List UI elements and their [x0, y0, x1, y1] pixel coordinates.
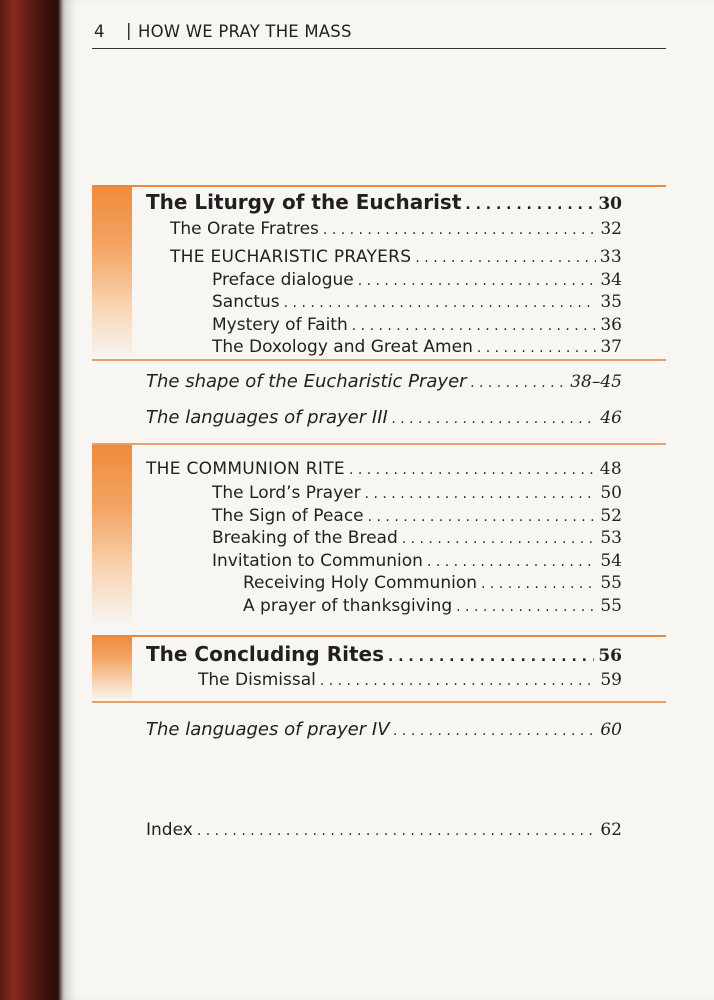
- toc-entry[interactable]: [146, 642, 622, 666]
- leader-dots: [365, 486, 597, 502]
- toc-entry-page: 56: [598, 646, 622, 666]
- toc-entry-page: 36: [600, 315, 622, 335]
- toc-entry[interactable]: [146, 190, 622, 214]
- toc-entry-label: Sanctus: [212, 292, 280, 312]
- toc-entry-page: 54: [600, 551, 622, 571]
- toc-entry-label: The Liturgy of the Eucharist: [146, 190, 462, 214]
- toc-entry-page: 55: [600, 596, 622, 616]
- toc-entry-label: The Doxology and Great Amen: [212, 337, 473, 357]
- toc-entry[interactable]: [198, 670, 622, 690]
- leader-dots: [388, 649, 594, 665]
- leader-dots: [323, 222, 596, 238]
- toc-entry-page: 35: [600, 292, 622, 312]
- header-title: HOW WE PRAY THE MASS: [138, 22, 352, 41]
- toc-entry-page: 37: [600, 337, 622, 357]
- toc-entry[interactable]: [212, 292, 622, 312]
- toc-entry-label: Index: [146, 820, 193, 840]
- leader-dots: [477, 340, 597, 356]
- toc-entry-label: THE EUCHARISTIC PRAYERS: [170, 247, 412, 267]
- section-rule: [92, 635, 666, 637]
- toc-entry[interactable]: [146, 719, 622, 740]
- leader-dots: [392, 411, 597, 427]
- book-spine-edge: [0, 0, 72, 1000]
- toc-entry-page: 30: [598, 194, 622, 214]
- toc-entry-page: 55: [600, 573, 622, 593]
- section-bottom-rule: [92, 701, 666, 703]
- leader-dots: [465, 197, 594, 213]
- toc-entry[interactable]: [170, 219, 622, 239]
- section-accent-bar: [92, 443, 132, 625]
- section-bottom-rule: [92, 359, 666, 361]
- toc-entry-label: The Dismissal: [198, 670, 316, 690]
- leader-dots: [352, 318, 597, 334]
- header-separator: |: [126, 21, 132, 40]
- toc-entry[interactable]: [146, 820, 622, 840]
- toc-entry-page: 38–45: [570, 372, 622, 392]
- toc-entry-page: 59: [600, 670, 622, 690]
- toc-entry-page: 53: [600, 528, 622, 548]
- toc-entry-label: Mystery of Faith: [212, 315, 348, 335]
- header-page-number: 4: [94, 22, 105, 41]
- toc-entry[interactable]: [243, 573, 622, 593]
- toc-entry[interactable]: [212, 483, 622, 503]
- toc-entry-label: The Orate Fratres: [170, 219, 319, 239]
- toc-entry-label: The languages of prayer IV: [146, 719, 390, 740]
- leader-dots: [349, 462, 596, 478]
- running-header: [92, 18, 666, 49]
- toc-entry[interactable]: [146, 459, 622, 479]
- leader-dots: [368, 509, 597, 525]
- toc-entry[interactable]: [170, 247, 622, 267]
- toc-entry-page: 48: [599, 459, 622, 479]
- leader-dots: [320, 673, 597, 689]
- toc-entry[interactable]: [212, 551, 622, 571]
- toc-entry[interactable]: [212, 337, 622, 357]
- toc-entry-label: THE COMMUNION RITE: [146, 459, 345, 479]
- toc-entry-page: 62: [600, 820, 622, 840]
- leader-dots: [402, 531, 597, 547]
- toc-entry[interactable]: [146, 371, 622, 392]
- toc-entry[interactable]: [212, 315, 622, 335]
- toc-entry-page: 34: [600, 270, 622, 290]
- leader-dots: [456, 599, 596, 615]
- section-accent-bar: [92, 635, 132, 701]
- toc-entry-page: 33: [599, 247, 622, 267]
- section-accent-bar: [92, 185, 132, 359]
- toc-entry[interactable]: [212, 270, 622, 290]
- section-rule: [92, 185, 666, 187]
- toc-entry-label: Breaking of the Bread: [212, 528, 398, 548]
- toc-entry[interactable]: [243, 596, 622, 616]
- toc-entry-label: The Lord’s Prayer: [212, 483, 361, 503]
- leader-dots: [415, 250, 595, 266]
- leader-dots: [284, 295, 597, 311]
- leader-dots: [197, 823, 597, 839]
- toc-entry-label: Receiving Holy Communion: [243, 573, 477, 593]
- leader-dots: [394, 723, 597, 739]
- toc-entry[interactable]: [146, 407, 622, 428]
- toc-entry[interactable]: [212, 506, 622, 526]
- toc-entry-page: 50: [600, 483, 622, 503]
- leader-dots: [358, 273, 597, 289]
- toc-entry-page: 46: [600, 408, 622, 428]
- toc-entry-page: 52: [600, 506, 622, 526]
- leader-dots: [471, 375, 567, 391]
- toc-entry-label: A prayer of thanksgiving: [243, 596, 453, 616]
- toc-entry-label: The languages of prayer III: [146, 407, 388, 428]
- toc-entry-page: 32: [600, 219, 622, 239]
- leader-dots: [481, 576, 596, 592]
- toc-entry[interactable]: [212, 528, 622, 548]
- toc-entry-label: The Concluding Rites: [146, 642, 384, 666]
- toc-entry-label: Invitation to Communion: [212, 551, 423, 571]
- leader-dots: [427, 554, 596, 570]
- toc-entry-label: The shape of the Eucharistic Prayer: [146, 371, 467, 392]
- toc-entry-label: Preface dialogue: [212, 270, 354, 290]
- toc-entry-page: 60: [600, 720, 622, 740]
- section-rule: [92, 443, 666, 445]
- toc-entry-label: The Sign of Peace: [212, 506, 364, 526]
